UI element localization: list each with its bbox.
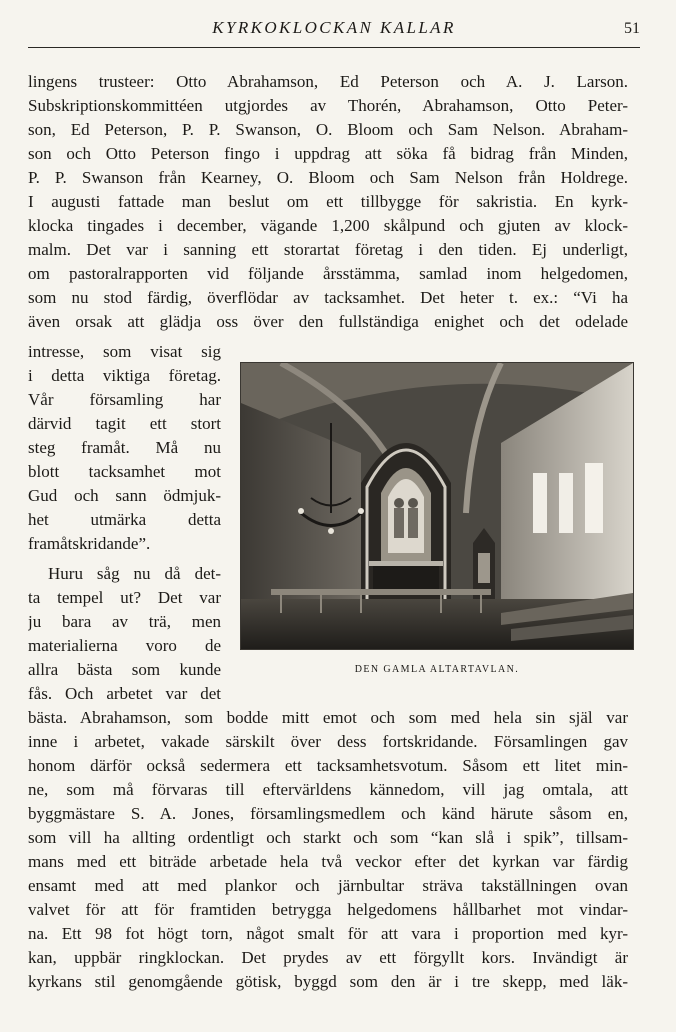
text-line: son, Ed Peterson, P. P. Swanson, O. Bloom och Sam Nelson. Abraham- [28, 120, 628, 139]
text-line: malm. Det var i sanning ett storartat företag i den tiden. Ej underligt, [28, 240, 628, 259]
text-line: mans med ett biträde arbetade hela två veckor efter det kyrkan var färdig [28, 852, 628, 871]
text-line: ta tempel ut? Det var [28, 588, 221, 607]
text-line: fås. Och arbetet var det [28, 684, 221, 703]
text-line: bästa. Abrahamson, som bodde mitt emot och som med hela sin själ var [28, 708, 628, 727]
running-head [28, 18, 640, 44]
text-line: honom därför också sedermera ett tacksamhetsvotum. Såsom ett litet min- [28, 756, 628, 775]
text-line: lingens trusteer: Otto Abrahamson, Ed Peterson och A. J. Larson. [28, 72, 628, 91]
text-line: Gud och sann ödmjuk- [28, 486, 221, 505]
text-line: ensamt med att med plankor och järnbultar sträva takställningen ovan [28, 876, 628, 895]
text-line: het utmärka detta [28, 510, 221, 529]
text-line: framåtskridande”. [28, 534, 151, 553]
text-line: I augusti fattade man beslut om ett tillbygge för sakristia. En kyrk- [28, 192, 628, 211]
text-line: intresse, som visat sig [28, 342, 221, 361]
text-line: allra bästa som kunde [28, 660, 221, 679]
text-line: steg framåt. Må nu [28, 438, 221, 457]
text-line: i detta viktiga företag. [28, 366, 221, 385]
text-line: Subskriptionskommittéen utgjordes av Thorén, Abrahamson, Otto Peter- [28, 96, 628, 115]
header-rule [28, 47, 640, 48]
altar-photograph [240, 362, 634, 650]
text-line: därvid tagit ett stort [28, 414, 221, 433]
text-line: kyrkans stil genomgående götisk, byggd som den är i tre skepp, med läk- [28, 972, 628, 991]
text-line: son och Otto Peterson fingo i uppdrag att söka få bidrag från Minden, [28, 144, 628, 163]
church-interior-image [241, 363, 633, 649]
text-line: blott tacksamhet mot [28, 462, 221, 481]
text-line: P. P. Swanson från Kearney, O. Bloom och Sam Nelson från Holdrege. [28, 168, 628, 187]
text-line: Vår församling har [28, 390, 221, 409]
text-line: ju bara av trä, men [28, 612, 221, 631]
text-line: om pastoralrapporten vid följande årsstämma, samlad inom helgedomen, [28, 264, 628, 283]
text-line: klocka tingades i december, vägande 1,200 skålpund och gjuten av klock- [28, 216, 628, 235]
text-line: kan, uppbär ringklockan. Det prydes av ett förgyllt kors. Invändigt är [28, 948, 628, 967]
text-line: ne, som må förvaras till eftervärldens kännedom, vill jag omtala, att [28, 780, 628, 799]
running-title: KYRKOKLOCKAN KALLAR [212, 18, 456, 37]
text-line: valvet för att för framtiden betrygga helgedomens hållbarhet mot vindar- [28, 900, 628, 919]
text-line: materialierna voro de [28, 636, 221, 655]
text-line: som nu stod färdig, överflödar av tacksamhet. Det heter t. ex.: “Vi ha [28, 288, 628, 307]
text-line: inne i arbetet, vakade särskilt över dess fortskridande. Församlingen gav [28, 732, 628, 751]
figure-caption: DEN GAMLA ALTARTAVLAN. [354, 664, 520, 675]
text-line: även orsak att glädja oss över den fullständiga enighet och det odelade [28, 312, 628, 331]
text-line: som vill ha allting ordentligt och starkt och som “kan slå i spik”, tillsam- [28, 828, 628, 847]
page-number: 51 [624, 20, 640, 37]
text-line: Huru såg nu då det- [48, 564, 221, 583]
text-line: byggmästare S. A. Jones, församlingsmedlem och känd härute såsom en, [28, 804, 628, 823]
text-line: na. Ett 98 fot högt torn, något smalt för att vara i proportion med kyr- [28, 924, 628, 943]
